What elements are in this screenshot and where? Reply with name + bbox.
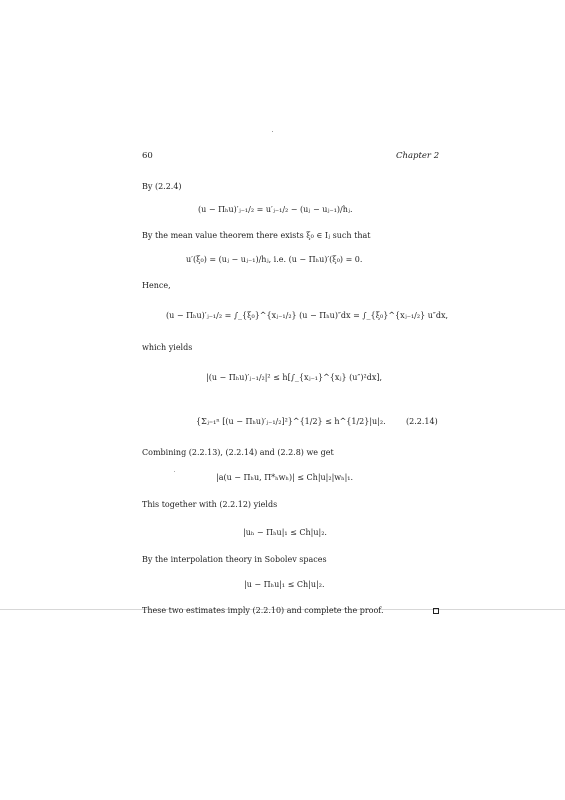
text-line: By (2.2.4) <box>142 182 182 191</box>
text-line: Combining (2.2.13), (2.2.14) and (2.2.8) we get <box>142 448 334 457</box>
text-line: By the mean value theorem there exists ξ₀ ∈ Iⱼ such that <box>142 231 371 240</box>
text-line: Hence, <box>142 281 171 290</box>
equation: {Σⱼ₌₁ⁿ [(u − Πₕu)′ⱼ₋₁/₂]²}^{1/2} ≤ h^{1/2}|u|₂. <box>196 417 386 426</box>
scan-speck <box>272 131 273 132</box>
equation: (u − Πₕu)′ⱼ₋₁/₂ = u′ⱼ₋₁/₂ − (uⱼ − uⱼ₋₁)/hⱼ. <box>198 205 353 214</box>
text-line: These two estimates imply (2.2.10) and complete the proof. <box>142 606 384 615</box>
page-number: 60 <box>142 151 153 161</box>
text-line: This together with (2.2.12) yields <box>142 500 278 509</box>
text-line: By the interpolation theory in Sobolev spaces <box>142 555 327 564</box>
equation: u′(ξ₀) = (uⱼ − uⱼ₋₁)/hⱼ, i.e. (u − Πₕu)′(ξ₀) = 0. <box>186 255 363 264</box>
equation-number: (2.2.14) <box>406 417 438 426</box>
equation: |a(u − Πₕu, Π*ₕwₕ)| ≤ Ch|u|₂|wₕ|₁. <box>216 473 354 482</box>
equation: |(u − Πₕu)′ⱼ₋₁/₂|² ≤ h[∫_{xⱼ₋₁}^{xⱼ} (u″)²dx], <box>206 373 383 382</box>
text-line: which yields <box>142 343 193 352</box>
scan-speck <box>174 471 175 472</box>
equation: |uₕ − Πₕu|₁ ≤ Ch|u|₂. <box>243 528 327 537</box>
qed-square-icon <box>433 608 439 614</box>
chapter-header: Chapter 2 <box>396 151 440 161</box>
equation: (u − Πₕu)′ⱼ₋₁/₂ = ∫_{ξ₀}^{xⱼ₋₁/₂} (u − Πₕu)″dx = ∫_{ξ₀}^{xⱼ₋₁/₂} u″dx, <box>166 311 449 320</box>
equation: |u − Πₕu|₁ ≤ Ch|u|₂. <box>244 580 325 589</box>
